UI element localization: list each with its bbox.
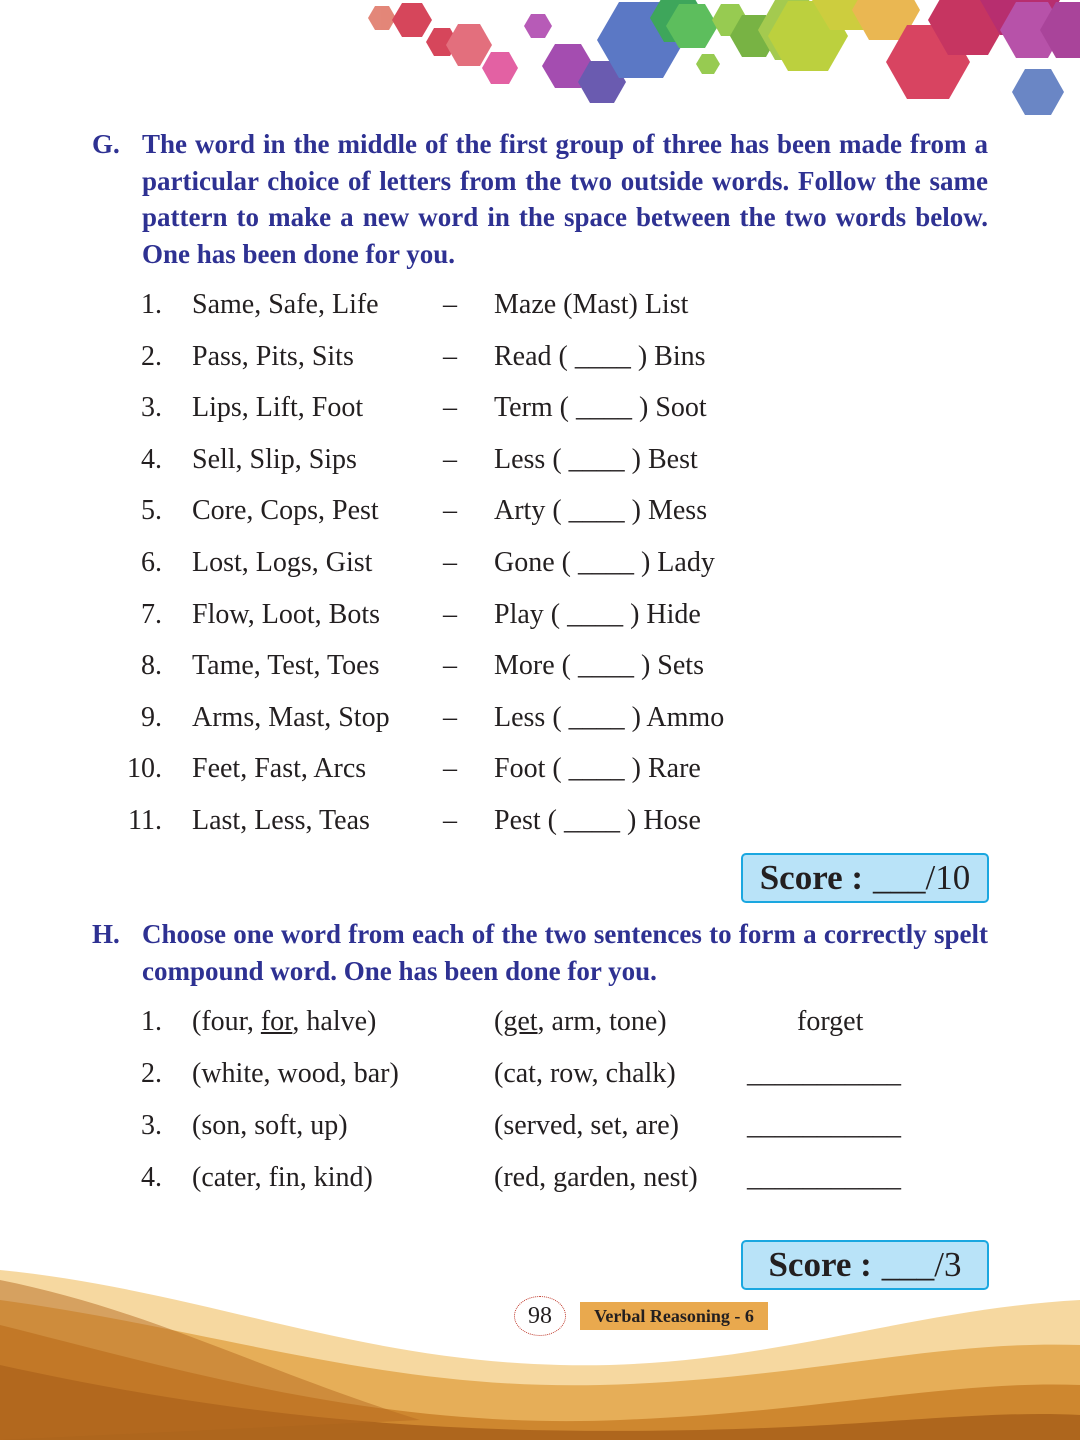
item-number: 1.	[141, 1006, 162, 1037]
dash-separator: –	[443, 598, 457, 630]
example-words: Core, Cops, Pest	[192, 495, 379, 527]
dash-separator: –	[443, 392, 457, 424]
task-words: Pest ( ____ ) Hose	[494, 805, 701, 836]
hexagon-decoration	[0, 0, 1080, 125]
item-number: 1.	[141, 289, 162, 320]
example-words: Same, Safe, Life	[192, 289, 379, 320]
item-number: 6.	[141, 547, 162, 578]
section-g-label: G.	[92, 129, 120, 159]
dash-separator: –	[443, 547, 457, 578]
section-g-row	[0, 388, 1080, 428]
section-h-row	[0, 1002, 1080, 1042]
first-word-group: (white, wood, bar)	[192, 1058, 399, 1089]
second-word-group: (get, arm, tone)	[494, 1006, 667, 1037]
section-g-row	[0, 698, 1080, 738]
item-number: 11.	[128, 805, 162, 836]
task-words: Less ( ____ ) Best	[494, 443, 698, 475]
section-g-row	[0, 646, 1080, 686]
item-number: 5.	[141, 495, 162, 527]
page-number: 98	[514, 1296, 566, 1336]
score-label: Score :	[768, 1245, 872, 1284]
item-number: 2.	[141, 340, 162, 372]
item-number: 10.	[127, 753, 162, 785]
task-words: Play ( ____ ) Hide	[494, 598, 701, 630]
task-words: Arty ( ____ ) Mess	[494, 495, 708, 527]
score-value: ___/10	[873, 858, 971, 897]
first-word-group: (son, soft, up)	[192, 1110, 348, 1141]
section-g-row	[0, 749, 1080, 789]
task-words: Maze (Mast) List	[494, 289, 689, 320]
second-word-group: (served, set, are)	[494, 1110, 680, 1141]
item-number: 4.	[141, 1162, 162, 1193]
section-h-instruction: Choose one word from each of the two sentences to form a correctly spelt compound word. One has been done for you.	[142, 919, 988, 986]
section-g-row	[0, 440, 1080, 480]
item-number: 7.	[141, 598, 162, 630]
answer-example: forget	[797, 1006, 864, 1037]
score-label: Score :	[759, 858, 864, 897]
item-number: 4.	[141, 443, 162, 475]
example-words: Lips, Lift, Foot	[192, 392, 364, 424]
second-word-group: (red, garden, nest)	[494, 1162, 698, 1193]
task-words: More ( ____ ) Sets	[494, 650, 704, 682]
book-title: Verbal Reasoning - 6	[580, 1302, 768, 1330]
dash-separator: –	[443, 340, 457, 372]
task-words: Term ( ____ ) Soot	[494, 392, 707, 424]
item-number: 2.	[141, 1058, 162, 1089]
dash-separator: –	[443, 495, 457, 527]
answer-blank[interactable]: ___________	[747, 1162, 901, 1193]
first-word-group: (four, for, halve)	[192, 1006, 377, 1037]
section-g-row	[0, 801, 1080, 841]
item-number: 8.	[141, 650, 162, 682]
item-number: 3.	[141, 1110, 162, 1141]
section-g-instruction: The word in the middle of the first group of three has been made from a particular choice of letters from the two outside words. Follow the same pattern to make a new word in the space between the two words below. One has been done for you.	[142, 129, 988, 269]
item-number: 3.	[141, 392, 162, 424]
task-words: Gone ( ____ ) Lady	[494, 547, 715, 578]
section-g-score-box	[741, 853, 989, 903]
example-words: Flow, Loot, Bots	[192, 598, 380, 630]
section-h-row	[0, 1054, 1080, 1094]
section-h-row	[0, 1158, 1080, 1198]
section-g-row	[0, 595, 1080, 635]
example-words: Tame, Test, Toes	[192, 650, 380, 682]
dash-separator: –	[443, 805, 457, 836]
dash-separator: –	[443, 753, 457, 785]
section-h-label: H.	[92, 919, 120, 949]
example-words: Arms, Mast, Stop	[192, 701, 390, 733]
dash-separator: –	[443, 650, 457, 682]
section-g-row	[0, 491, 1080, 531]
second-word-group: (cat, row, chalk)	[494, 1058, 676, 1089]
dash-separator: –	[443, 289, 457, 320]
example-words: Feet, Fast, Arcs	[192, 753, 367, 785]
score-value: ___/3	[881, 1245, 962, 1284]
task-words: Read ( ____ ) Bins	[494, 340, 706, 372]
item-number: 9.	[141, 701, 162, 733]
example-words: Last, Less, Teas	[192, 805, 370, 836]
dash-separator: –	[443, 701, 457, 733]
task-words: Foot ( ____ ) Rare	[494, 753, 701, 785]
answer-blank[interactable]: ___________	[747, 1110, 901, 1141]
dash-separator: –	[443, 443, 457, 475]
section-g-row	[0, 543, 1080, 583]
first-word-group: (cater, fin, kind)	[192, 1162, 373, 1193]
answer-blank[interactable]: ___________	[747, 1058, 901, 1089]
example-words: Pass, Pits, Sits	[192, 340, 354, 372]
section-h-row	[0, 1106, 1080, 1146]
example-words: Lost, Logs, Gist	[192, 547, 373, 578]
section-g-row	[0, 337, 1080, 377]
section-g-row	[0, 285, 1080, 325]
example-words: Sell, Slip, Sips	[192, 443, 357, 475]
task-words: Less ( ____ ) Ammo	[494, 701, 725, 733]
section-h-score-box	[741, 1240, 989, 1290]
